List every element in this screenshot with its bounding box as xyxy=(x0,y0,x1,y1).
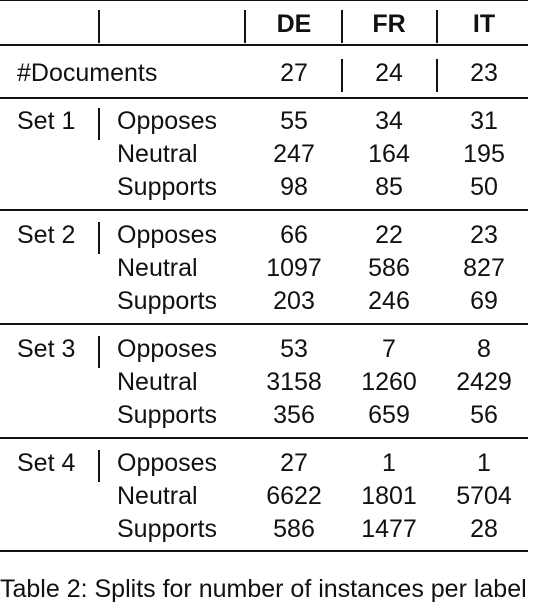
table-rule xyxy=(0,0,528,1)
set-label: Set 2 xyxy=(17,221,76,249)
table-cell: 69 xyxy=(470,287,498,315)
row-label: Neutral xyxy=(117,254,198,282)
documents-label: #Documents xyxy=(17,59,158,87)
table-cell: 50 xyxy=(470,173,498,201)
table-cell: 586 xyxy=(368,254,410,282)
column-header: FR xyxy=(372,10,406,38)
table-cell: 1 xyxy=(382,449,396,477)
table-cell: 1097 xyxy=(266,254,322,282)
table-cell: 27 xyxy=(280,59,308,87)
table-cell: 24 xyxy=(375,59,403,87)
table-caption: Table 2: Splits for number of instances per label xyxy=(0,575,527,603)
column-separator xyxy=(341,59,343,92)
table-rule xyxy=(0,550,528,552)
table-cell: 195 xyxy=(463,140,505,168)
table-rule xyxy=(0,437,528,439)
table-cell: 56 xyxy=(470,401,498,429)
set-separator xyxy=(98,108,100,140)
table-cell: 8 xyxy=(477,335,491,363)
table-cell: 247 xyxy=(273,140,315,168)
table-rule xyxy=(0,44,528,46)
row-label: Neutral xyxy=(117,482,198,510)
table-cell: 23 xyxy=(470,221,498,249)
row-label: Neutral xyxy=(117,140,198,168)
row-label: Supports xyxy=(117,515,218,543)
table-rule xyxy=(0,97,528,99)
column-separator xyxy=(98,10,100,43)
table-cell: 1477 xyxy=(361,515,417,543)
column-separator xyxy=(436,10,438,43)
set-label: Set 3 xyxy=(17,335,76,363)
row-label: Supports xyxy=(117,173,218,201)
table-cell: 659 xyxy=(368,401,410,429)
table-cell: 2429 xyxy=(456,368,512,396)
table-cell: 203 xyxy=(273,287,315,315)
table-cell: 1260 xyxy=(361,368,417,396)
table-cell: 246 xyxy=(368,287,410,315)
table-cell: 22 xyxy=(375,221,403,249)
table-cell: 164 xyxy=(368,140,410,168)
row-label: Opposes xyxy=(117,449,218,477)
table-cell: 53 xyxy=(280,335,308,363)
set-label: Set 1 xyxy=(17,107,76,135)
table-cell: 23 xyxy=(470,59,498,87)
table-cell: 5704 xyxy=(456,482,512,510)
table-cell: 66 xyxy=(280,221,308,249)
table-cell: 7 xyxy=(382,335,396,363)
table-cell: 55 xyxy=(280,107,308,135)
table-rule xyxy=(0,209,528,211)
column-separator xyxy=(341,10,343,43)
table-cell: 28 xyxy=(470,515,498,543)
table-cell: 827 xyxy=(463,254,505,282)
set-separator xyxy=(98,222,100,254)
table-cell: 31 xyxy=(470,107,498,135)
table-cell: 6622 xyxy=(266,482,322,510)
table-cell: 586 xyxy=(273,515,315,543)
table-cell: 98 xyxy=(280,173,308,201)
table-cell: 34 xyxy=(375,107,403,135)
row-label: Supports xyxy=(117,401,218,429)
table-cell: 1 xyxy=(477,449,491,477)
row-label: Opposes xyxy=(117,107,218,135)
set-separator xyxy=(98,450,100,482)
row-label: Neutral xyxy=(117,368,198,396)
column-header: IT xyxy=(472,10,496,38)
table-cell: 27 xyxy=(280,449,308,477)
row-label: Opposes xyxy=(117,335,218,363)
table-rule xyxy=(0,323,528,325)
row-label: Opposes xyxy=(117,221,218,249)
table-cell: 356 xyxy=(273,401,315,429)
row-label: Supports xyxy=(117,287,218,315)
column-separator xyxy=(436,59,438,92)
column-header: DE xyxy=(276,10,312,38)
set-separator xyxy=(98,336,100,368)
table-cell: 3158 xyxy=(266,368,322,396)
set-label: Set 4 xyxy=(17,449,76,477)
table-cell: 85 xyxy=(375,173,403,201)
table-cell: 1801 xyxy=(361,482,417,510)
column-separator xyxy=(244,10,246,43)
